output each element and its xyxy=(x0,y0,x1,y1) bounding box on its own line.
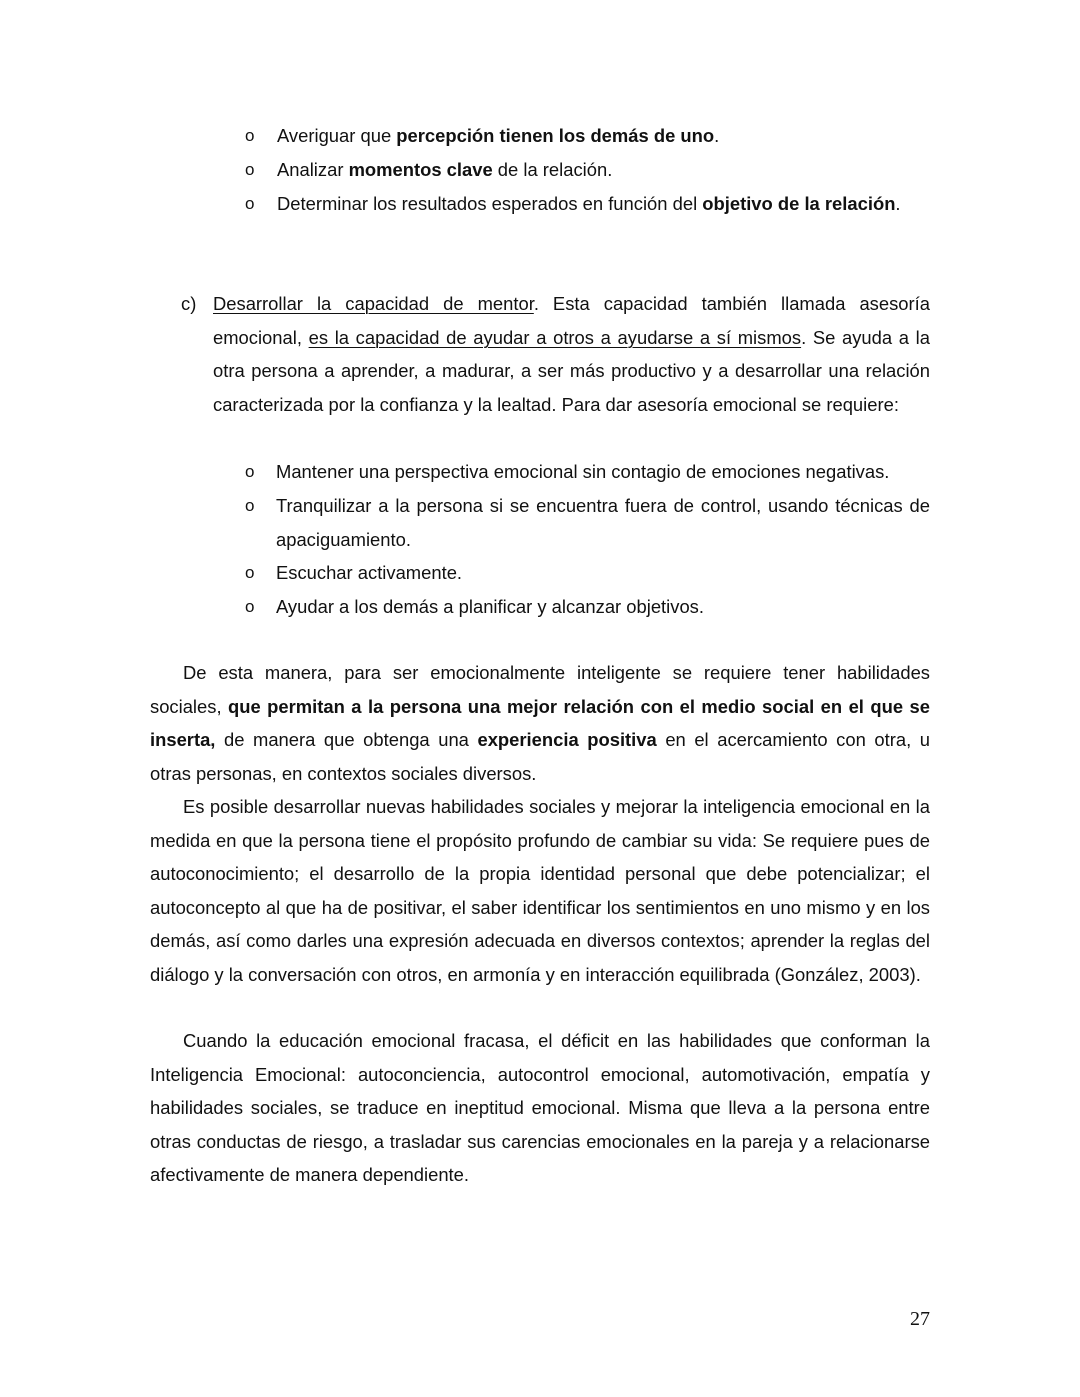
bullet-text: Tranquilizar a la persona si se encuentra fuera de control, usando técnicas de apaciguamiento. xyxy=(276,495,930,550)
text-run: . Se ayuda a la otra persona a aprender, a madurar, a ser más productivo y a desarrollar una relación caracterizada por la confianza y la lealtad. Para dar asesoría emocional se requiere: xyxy=(213,326,930,415)
bullet-marker: o xyxy=(245,462,255,481)
bullet-marker: o xyxy=(245,194,255,213)
text-run: Averiguar que xyxy=(277,125,397,146)
bullet-text xyxy=(277,187,930,221)
text-run: Determinar los resultados esperados en función del xyxy=(277,193,703,214)
bold-text: objetivo de la relación xyxy=(702,193,896,214)
bold-text: momentos clave xyxy=(348,159,493,180)
bold-text: que permitan a la persona una mejor relación con el medio social en el que se inserta, xyxy=(150,695,930,751)
bold-text: experiencia positiva xyxy=(477,729,657,751)
text-run: . Esta capacidad también llamada asesoría emocional, xyxy=(213,293,930,348)
bullet-text xyxy=(277,153,930,187)
body-paragraph xyxy=(150,656,930,790)
text-run: de la relación. xyxy=(492,159,613,180)
text-run: de manera que obtenga una xyxy=(215,729,478,751)
section-label: c) xyxy=(181,293,197,314)
bullet-text xyxy=(277,119,930,153)
text-run: . xyxy=(714,125,720,146)
bullet-marker: o xyxy=(245,597,255,616)
bold-text: percepción tienen los demás de uno xyxy=(396,125,715,146)
text-run: Es posible desarrollar nuevas habilidades sociales y mejorar la inteligencia emocional en la medida en que la persona tiene el propósito profundo de cambiar su vida: Se requiere pues de autoconocimiento; el desarrollo de la propia identidad personal que debe potencializar; el autoconcepto al que ha de positivar, el saber identificar los sentimientos en uno mismo y en los demás, así como darles una expresión adecuada en diversos contextos; aprender la reglas del diálogo y la conversación con otros, en armonía y en interacción equilibrada (González, 2003). xyxy=(150,796,930,985)
text-run: Cuando la educación emocional fracasa, el déficit en las habilidades que conforman la Inteligencia Emocional: autoconciencia, autocontrol emocional, automotivación, empatía y habilidades sociales, se traduce en ineptitud emocional. Misma que lleva a la persona entre otras conductas de riesgo, a trasladar sus carencias emocionales en la pareja y a relacionarse afectivamente de manera dependiente. xyxy=(150,1030,930,1186)
section-c-paragraph xyxy=(213,287,930,421)
bullet-marker: o xyxy=(245,160,255,179)
underlined-text: Desarrollar la capacidad de mentor xyxy=(213,293,534,314)
bullet-marker: o xyxy=(245,563,255,582)
bullet-marker: o xyxy=(245,126,255,145)
underlined-text: es la capacidad de ayudar a otros a ayudarse a sí mismos xyxy=(308,326,802,348)
page-number: 27 xyxy=(910,1308,930,1330)
bullet-marker: o xyxy=(245,496,255,515)
text-run: en el acercamiento con otra, u otras personas, en contextos sociales diversos. xyxy=(150,729,930,784)
text-run: De esta manera, para ser emocionalmente inteligente se requiere tener habilidades sociales, xyxy=(150,662,930,717)
text-run: . xyxy=(895,193,901,214)
body-paragraph xyxy=(150,1024,930,1192)
text-run: Analizar xyxy=(277,159,349,180)
body-paragraph xyxy=(150,790,930,992)
bullet-text: Escuchar activamente. xyxy=(276,562,463,583)
bullet-text: Mantener una perspectiva emocional sin contagio de emociones negativas. xyxy=(276,461,890,482)
bullet-text: Ayudar a los demás a planificar y alcanzar objetivos. xyxy=(276,596,704,617)
